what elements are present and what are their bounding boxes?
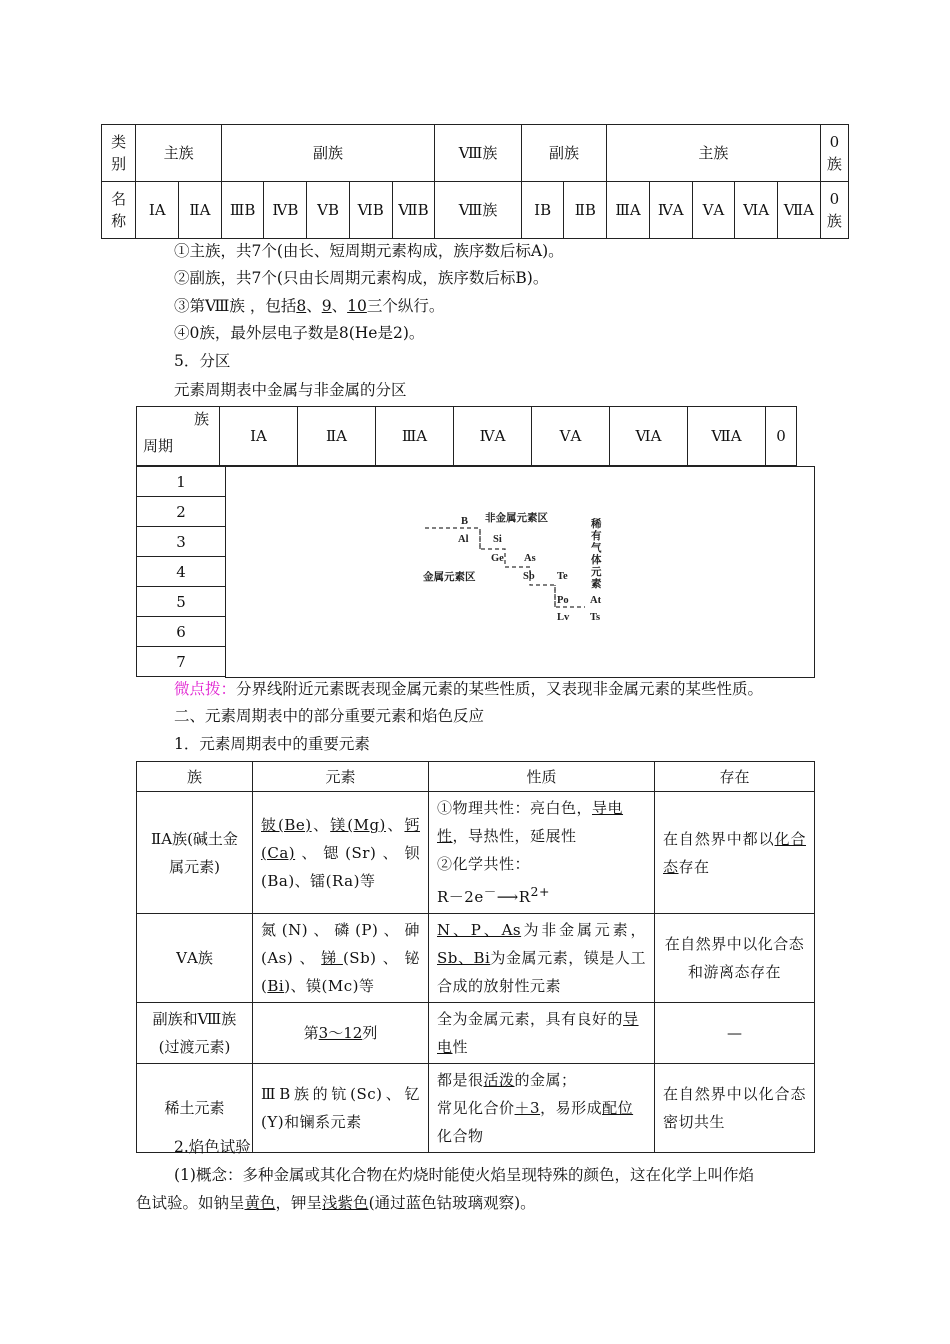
group-header: ⅠA	[220, 407, 298, 466]
group-va-cell: ⅤA族	[137, 914, 253, 1003]
section2-title: 二、元素周期表中的部分重要元素和焰色反应	[174, 707, 485, 725]
column-9: 9	[321, 297, 332, 315]
group-name: ⅢB	[221, 182, 264, 239]
sub-group-cell: 副族	[221, 125, 435, 182]
iia-elements-cell: 铍(Be)、镁(Mg)、钙(Ca)、锶(Sr)、钡(Ba)、镭(Ra)等	[253, 792, 429, 914]
corner-group-label: 族	[193, 410, 209, 428]
potassium-color: 浅紫色	[322, 1194, 369, 1212]
period-cell: 4	[137, 557, 226, 587]
corner-cell	[137, 407, 220, 466]
header-group: 族	[137, 762, 253, 792]
name-label: 名称	[102, 182, 136, 239]
flame-text-c: (通过蓝色钴玻璃观察)。	[368, 1194, 536, 1212]
period-cell: 2	[137, 497, 226, 527]
boundary-diagram	[225, 467, 815, 677]
noble-gas-label-char: 体	[591, 555, 602, 566]
group-name: ⅦA	[777, 182, 820, 239]
noble-gas-label-char: 元	[591, 567, 602, 578]
group-name: ⅡB	[564, 182, 607, 239]
group-name: ⅡA	[179, 182, 222, 239]
rare-earth-existence-cell: 在自然界中以化合态密切共生	[655, 1064, 815, 1153]
period-cell: 1	[137, 467, 226, 497]
group-name: ⅣA	[649, 182, 692, 239]
iia-properties-cell: ①物理共性：亮白色，导电性，导热性，延展性 ②化学共性： $R-2e^-⟶R^{2+}$	[429, 792, 655, 914]
note-sub-group: ②副族，共7个(只由长周期元素构成，族序数后标B)。	[174, 269, 549, 287]
group-name: ⅤB	[307, 182, 350, 239]
corner-period-label: 周期	[143, 437, 174, 455]
zone-table-header	[136, 406, 797, 466]
element-Si: Si	[493, 534, 502, 545]
iia-existence-cell: 在自然界中都以化合态存在	[655, 792, 815, 914]
rare-earth-cell: 稀土元素	[137, 1064, 253, 1153]
period-cell: 6	[137, 617, 226, 647]
flame-text-b: ，钾呈	[275, 1194, 323, 1212]
group-header: ⅡA	[298, 407, 376, 466]
group-header: ⅣA	[454, 407, 532, 466]
transition-elements-cell: 第3～12列	[253, 1003, 429, 1064]
group-classification-table	[101, 124, 849, 239]
group-zero-cell: 0族	[820, 125, 848, 182]
element-As: As	[524, 553, 536, 564]
element-Lv: Lv	[557, 612, 570, 623]
column-10: 10	[347, 297, 367, 315]
tip-line	[174, 679, 763, 699]
period-column	[136, 466, 226, 677]
flame-section-title: 2.焰色试验	[174, 1138, 251, 1156]
main-group-cell: 主族	[136, 125, 221, 182]
element-At: At	[590, 595, 602, 606]
group-header: 0	[766, 407, 797, 466]
header-elements: 元素	[253, 762, 429, 792]
va-properties-cell: N、P、As为非金属元素，Sb、Bi为金属元素，镆是人工合成的放射性元素	[429, 914, 655, 1003]
element-Ge: Ge	[491, 553, 504, 564]
transition-properties-cell: 全为金属元素，具有良好的导电性	[429, 1003, 655, 1064]
nonmetal-zone-label: 非金属元素区	[485, 513, 548, 524]
sub-group-cell: 副族	[521, 125, 606, 182]
sodium-color: 黄色	[244, 1194, 276, 1212]
note-group-zero: ④0族，最外层电子数是8(He是2)。	[174, 324, 425, 342]
element-Te: Te	[557, 571, 568, 582]
group-header: ⅤA	[532, 407, 610, 466]
noble-gas-label-char: 有	[591, 531, 602, 542]
note-group-viii-text: ③第Ⅷ族 ，包括	[174, 297, 297, 315]
group-header: ⅦA	[688, 407, 766, 466]
group-name: 0族	[820, 182, 848, 239]
noble-gas-label-char: 素	[591, 579, 602, 590]
column-8: 8	[296, 297, 307, 315]
group-header: ⅢA	[376, 407, 454, 466]
period-cell: 7	[137, 647, 226, 677]
noble-gas-label-char: 气	[591, 543, 602, 554]
metal-zone-label: 金属元素区	[423, 572, 476, 583]
group-name: ⅦB	[392, 182, 435, 239]
flame-text-a: 色试验。如钠呈	[136, 1194, 245, 1212]
element-B: B	[461, 516, 469, 527]
section5-subtitle: 元素周期表中金属与非金属的分区	[174, 381, 407, 399]
element-Sb: Sb	[523, 571, 535, 582]
transition-group-cell: 副族和Ⅷ族 (过渡元素)	[137, 1003, 253, 1064]
element-Ts: Ts	[590, 612, 601, 623]
note-main-group: ①主族，共7个(由长、短周期元素构成，族序数后标A)。	[174, 242, 564, 260]
section5-title: 5．分区	[174, 352, 231, 370]
tip-label: 微点拨：	[174, 680, 237, 698]
rare-earth-properties-cell: 都是很活泼的金属； 常见化合价＋3，易形成配位化合物	[429, 1064, 655, 1153]
note-group-viii: ③第Ⅷ族 ，包括8、9、10三个纵行。	[174, 297, 445, 315]
main-group-cell: 主族	[607, 125, 821, 182]
header-existence: 存在	[655, 762, 815, 792]
period-cell: 5	[137, 587, 226, 617]
period-cell: 3	[137, 527, 226, 557]
element-Po: Po	[557, 595, 569, 606]
group-name: ⅣB	[264, 182, 307, 239]
group-header: ⅥA	[610, 407, 688, 466]
group-name: Ⅷ族	[435, 182, 521, 239]
group-name: ⅤA	[692, 182, 735, 239]
rare-earth-elements-cell: ⅢB族的钪(Sc)、钇(Y)和镧系元素	[253, 1064, 429, 1153]
va-elements-cell: 氮(N)、磷(P)、砷(As)、锑(Sb)、铋(Bi)、镆(Mc)等	[253, 914, 429, 1003]
group-name: ⅥB	[349, 182, 392, 239]
element-Al: Al	[458, 534, 469, 545]
group-name: ⅥA	[735, 182, 778, 239]
group-name: ⅠB	[521, 182, 564, 239]
header-properties: 性质	[429, 762, 655, 792]
va-existence-cell: 在自然界中以化合态和游离态存在	[655, 914, 815, 1003]
group-name: ⅢA	[607, 182, 650, 239]
tip-text: 分界线附近元素既表现金属元素的某些性质，又表现非金属元素的某些性质。	[236, 680, 764, 698]
flame-paragraph-2	[136, 1193, 536, 1213]
transition-existence-cell: —	[655, 1003, 815, 1064]
category-label: 类别	[102, 125, 136, 182]
noble-gas-label-char: 稀	[591, 519, 602, 530]
flame-paragraph-1: (1)概念：多种金属或其化合物在灼烧时能使火焰呈现特殊的颜色，这在化学上叫作焰	[174, 1166, 754, 1184]
note-group-viii-suffix: 三个纵行。	[366, 297, 445, 315]
group-iia-cell: ⅡA族(碱土金 属元素)	[137, 792, 253, 914]
group-viii-cell: Ⅷ族	[435, 125, 521, 182]
group-name: ⅠA	[136, 182, 179, 239]
section2-subtitle: 1．元素周期表中的重要元素	[174, 735, 370, 753]
important-elements-table	[136, 761, 815, 1153]
